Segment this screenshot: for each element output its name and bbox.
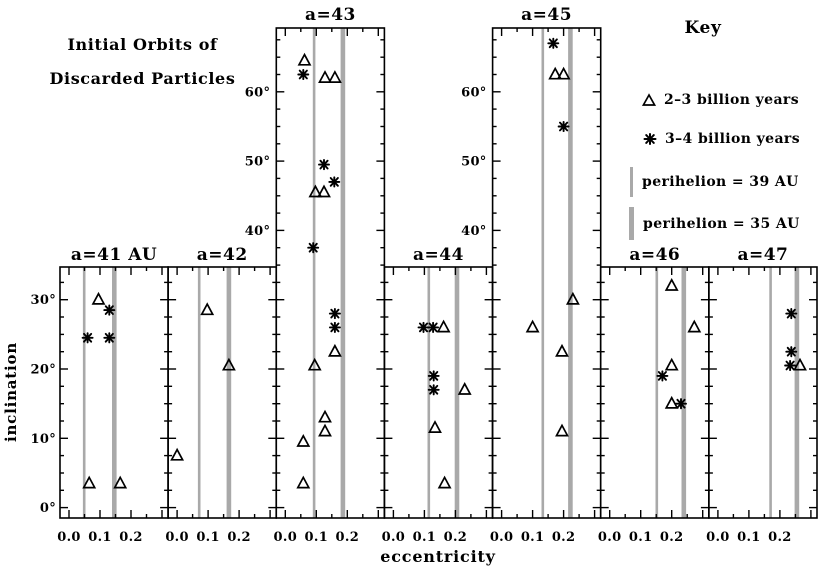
legend-item-label: perihelion = 39 AU <box>642 174 799 190</box>
data-point-asterisk <box>429 371 439 380</box>
x-tick-label: 0.2 <box>335 530 360 545</box>
legend-item-label: perihelion = 35 AU <box>643 215 800 232</box>
data-point-triangle <box>172 450 183 460</box>
y-tick-labels-main <box>31 293 57 516</box>
data-points-a41 <box>83 294 126 488</box>
legend-item-perihelion-39 <box>630 166 799 198</box>
y-tick-labels-a43 <box>245 85 271 239</box>
x-tick-label: 0.1 <box>304 530 329 545</box>
panel-label-a42: a=42 <box>196 245 248 265</box>
data-point-triangle <box>320 72 331 82</box>
x-tick-label: 0.2 <box>551 530 576 545</box>
x-tick-label: 0.0 <box>489 530 514 545</box>
data-point-triangle <box>557 425 568 435</box>
data-point-triangle <box>438 321 449 331</box>
panel-frame-a43 <box>276 28 384 518</box>
x-tick-labels-a44 <box>382 530 468 545</box>
perihelion-lines-a45 <box>543 28 571 518</box>
panel-ticks-a44 <box>384 267 492 518</box>
x-tick-label: 0.0 <box>57 530 81 545</box>
data-point-triangle <box>666 280 677 290</box>
chart-title <box>30 28 255 96</box>
x-tick-label: 0.2 <box>768 530 792 545</box>
triangle-icon <box>641 93 657 107</box>
legend-item-triangle <box>641 92 799 108</box>
x-tick-label: 0.2 <box>119 530 143 545</box>
y-tick-label: 10° <box>30 431 56 447</box>
data-point-triangle <box>666 398 677 408</box>
chart-title-line1: Initial Orbits of <box>67 35 218 54</box>
x-tick-label: 0.2 <box>443 530 468 545</box>
data-points-a43 <box>298 55 341 488</box>
legend-item-asterisk <box>642 131 800 147</box>
legend-title: Key <box>684 18 722 38</box>
perihelion-lines-a47 <box>771 267 797 518</box>
data-point-asterisk <box>676 399 686 408</box>
asterisk-icon <box>642 131 658 147</box>
data-point-asterisk <box>785 361 795 370</box>
data-point-triangle <box>459 384 470 394</box>
thick-gray-line-icon <box>629 207 634 240</box>
thin-gray-line-icon <box>630 167 633 197</box>
data-point-asterisk <box>657 371 667 380</box>
data-point-triangle <box>329 72 340 82</box>
y-tick-label: 60° <box>461 85 487 101</box>
panel-frame-a44 <box>384 267 492 518</box>
data-point-asterisk <box>429 385 439 394</box>
panel-label-a41: a=41 AU <box>70 245 158 265</box>
panel-ticks-a45 <box>493 28 601 518</box>
data-point-triangle <box>93 294 104 304</box>
data-point-asterisk <box>308 243 318 252</box>
x-tick-label: 0.1 <box>412 530 437 545</box>
data-point-asterisk <box>319 160 329 169</box>
legend-item-label: 2–3 billion years <box>664 92 799 108</box>
data-point-asterisk <box>330 309 340 318</box>
x-tick-label: 0.0 <box>597 530 622 545</box>
data-point-triangle <box>202 304 213 314</box>
y-tick-labels-a45 <box>461 85 487 239</box>
data-point-asterisk <box>786 347 796 356</box>
x-tick-label: 0.1 <box>737 530 761 545</box>
data-point-triangle <box>527 321 538 331</box>
data-point-asterisk <box>548 39 558 48</box>
y-tick-label: 60° <box>244 85 271 101</box>
x-tick-label: 0.1 <box>520 530 545 545</box>
x-tick-label: 0.2 <box>227 530 251 545</box>
y-tick-label: 40° <box>244 223 271 239</box>
x-tick-label: 0.0 <box>165 530 189 545</box>
panel-frame-a45 <box>493 28 601 518</box>
data-point-triangle <box>298 477 309 487</box>
panel-label-a47: a=47 <box>737 245 789 265</box>
perihelion-lines-a43 <box>314 28 343 518</box>
data-point-asterisk <box>419 323 429 332</box>
panel-frame-a42 <box>168 267 276 518</box>
data-point-asterisk <box>330 323 340 332</box>
x-tick-label: 0.0 <box>381 530 406 545</box>
legend-item-perihelion-35 <box>629 206 800 241</box>
x-tick-labels-a42 <box>165 530 251 545</box>
data-point-triangle <box>430 422 441 432</box>
x-tick-label: 0.1 <box>196 530 220 545</box>
panel-ticks-a46 <box>601 267 709 518</box>
y-tick-label: 0° <box>39 501 56 517</box>
data-point-triangle <box>320 425 331 435</box>
x-tick-labels-a46 <box>598 530 684 545</box>
x-axis-title: eccentricity <box>380 547 496 566</box>
data-point-asterisk <box>329 177 339 186</box>
data-point-triangle <box>299 55 310 65</box>
data-point-triangle <box>439 477 450 487</box>
panel-label-a46: a=46 <box>629 245 681 265</box>
x-tick-labels-a45 <box>490 530 576 545</box>
data-point-triangle <box>319 186 330 196</box>
data-points-a42 <box>172 304 235 460</box>
x-tick-label: 0.1 <box>628 530 653 545</box>
panel-label-a44: a=44 <box>413 245 464 265</box>
data-point-triangle <box>666 360 677 370</box>
panel-frame-a46 <box>601 267 709 518</box>
y-axis-title: inclination <box>2 341 20 443</box>
y-tick-label: 20° <box>30 362 56 378</box>
data-point-triangle <box>558 69 569 79</box>
x-tick-labels-a43 <box>274 530 360 545</box>
data-point-asterisk <box>559 122 569 131</box>
chart-title-line2: Discarded Particles <box>49 69 236 88</box>
data-point-asterisk <box>298 70 308 79</box>
y-tick-label: 40° <box>461 223 487 239</box>
data-point-asterisk <box>104 306 114 315</box>
perihelion-lines-a46 <box>657 267 684 518</box>
data-points-a44 <box>419 321 471 487</box>
panel-ticks-a43 <box>276 28 384 518</box>
data-points-a46 <box>657 280 699 409</box>
data-point-triangle <box>329 346 340 356</box>
panel-frame-a47 <box>709 267 817 518</box>
x-tick-labels-a41 <box>57 530 143 545</box>
x-tick-label: 0.2 <box>659 530 684 545</box>
data-point-asterisk <box>83 333 93 342</box>
data-point-triangle <box>298 436 309 446</box>
panel-ticks-a42 <box>168 267 276 518</box>
x-tick-labels-a47 <box>706 530 792 545</box>
data-point-triangle <box>320 412 331 422</box>
y-tick-label: 30° <box>30 293 56 309</box>
x-tick-label: 0.0 <box>706 530 730 545</box>
y-tick-label: 50° <box>461 154 487 170</box>
data-point-asterisk <box>104 333 114 342</box>
data-point-triangle <box>689 321 700 331</box>
perihelion-lines-a42 <box>199 267 229 518</box>
y-tick-label: 50° <box>244 154 271 170</box>
panel-ticks-a47 <box>709 267 817 518</box>
x-tick-label: 0.0 <box>273 530 298 545</box>
panel-label-a43: a=43 <box>304 5 356 25</box>
x-tick-label: 0.1 <box>88 530 112 545</box>
legend-item-label: 3–4 billion years <box>665 131 800 147</box>
data-point-asterisk <box>786 309 796 318</box>
data-point-asterisk <box>428 323 438 332</box>
data-point-triangle <box>557 346 568 356</box>
panel-label-a45: a=45 <box>521 5 573 25</box>
